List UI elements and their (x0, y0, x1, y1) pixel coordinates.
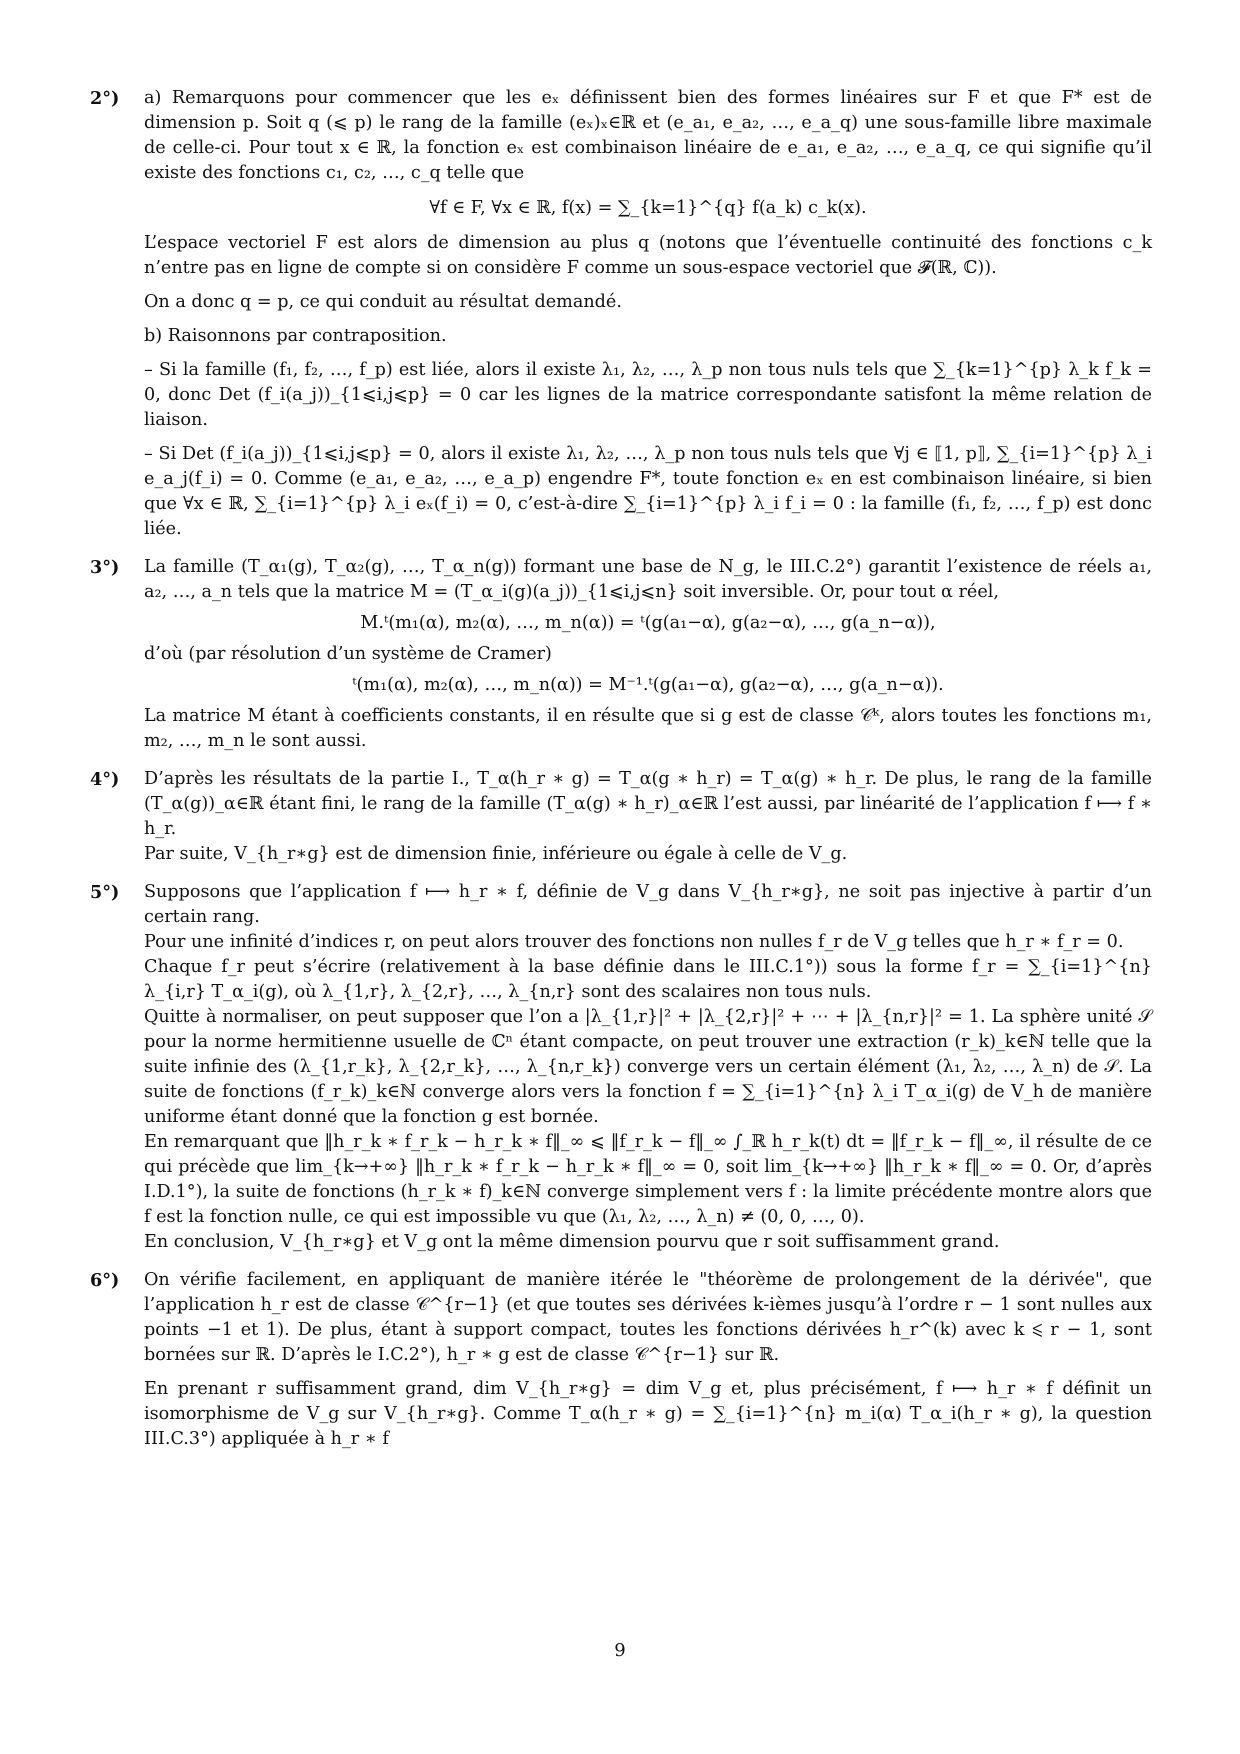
paragraph: On a donc q = p, ce qui conduit au résultat demandé. (144, 292, 622, 312)
display-equation: ∀f ∈ F, ∀x ∈ ℝ, f(x) = ∑_{k=1}^{q} f(a_k) c_k(x). (429, 198, 867, 218)
paragraph: D’après les résultats de la partie I., T_α(h_r ∗ g) = T_α(g ∗ h_r) = T_α(g) ∗ h_r. De plus, le rang de la famille (T_α(g))_α∈ℝ étant fini, le rang de la famille (T_α(g) ∗ h_r)_α∈ℝ l’est aussi, par linéarité de l’application f ⟼ f ∗ h_r. (144, 769, 1152, 839)
paragraph: En conclusion, V_{h_r∗g} et V_g ont la même dimension pourvu que r soit suffisamment grand. (144, 1232, 1000, 1252)
paragraph: a) Remarquons pour commencer que les eₓ définissent bien des formes linéaires sur F et que F* est de dimension p. Soit q (⩽ p) le rang de la famille (eₓ)ₓ∈ℝ et (e_a₁, e_a₂, …, e_a_q) une sous-famille libre maximale de celle-ci. Pour tout x ∈ ℝ, la fonction eₓ est combinaison linéaire de e_a₁, e_a₂, …, e_a_q, ce qui signifie qu’il existe des fonctions c₁, c₂, …, c_q telle que (144, 88, 1152, 183)
paragraph: L’espace vectoriel F est alors de dimension au plus q (notons que l’éventuelle continuité des fonctions c_k n’entre pas en ligne de compte si on considère F comme un sous-espace vectoriel que 𝓕(ℝ, ℂ)). (144, 233, 1152, 278)
paragraph: Supposons que l’application f ⟼ h_r ∗ f, définie de V_g dans V_{h_r∗g}, ne soit pas injective à partir d’un certain rang. (144, 882, 1152, 927)
question-number: 2°) (90, 88, 120, 109)
page-body (90, 86, 1152, 1465)
paragraph: Par suite, V_{h_r∗g} est de dimension finie, inférieure ou égale à celle de V_g. (144, 844, 848, 864)
paragraph: Chaque f_r peut s’écrire (relativement à la base définie dans le III.C.1°)) sous la forme f_r = ∑_{i=1}^{n} λ_{i,r} T_α_i(g), où λ_{1,r}, λ_{2,r}, …, λ_{n,r} sont des scalaires non tous nuls. (144, 957, 1152, 1002)
paragraph: b) Raisonnons par contraposition. (144, 326, 447, 346)
display-equation: M.ᵗ(m₁(α), m₂(α), …, m_n(α)) = ᵗ(g(a₁−α), g(a₂−α), …, g(a_n−α)), (360, 613, 936, 633)
display-equation: ᵗ(m₁(α), m₂(α), …, m_n(α)) = M⁻¹.ᵗ(g(a₁−α), g(a₂−α), …, g(a_n−α)). (352, 675, 944, 695)
question-5 (90, 880, 1152, 1255)
question-4 (90, 767, 1152, 867)
paragraph: Quitte à normaliser, on peut supposer que l’on a |λ_{1,r}|² + |λ_{2,r}|² + ⋯ + |λ_{n,r}|² = 1. La sphère unité 𝒮 pour la norme hermitienne usuelle de ℂⁿ étant compacte, on peut trouver une extraction (r_k)_k∈ℕ telle que la suite infinie des (λ_{1,r_k}, λ_{2,r_k}, …, λ_{n,r_k}) converge vers un certain élément (λ₁, λ₂, …, λ_n) de 𝒮. La suite de fonctions (f_r_k)_k∈ℕ converge alors vers la fonction f = ∑_{i=1}^{n} λ_i T_α_i(g) de V_h de manière uniforme étant donné que la fonction g est bornée. (144, 1007, 1152, 1127)
question-number: 3°) (90, 557, 120, 578)
paragraph: – Si Det (f_i(a_j))_{1⩽i,j⩽p} = 0, alors il existe λ₁, λ₂, …, λ_p non tous nuls tels que ∀j ∈ ⟦1, p⟧, ∑_{i=1}^{p} λ_i e_a_j(f_i) = 0. Comme (e_a₁, e_a₂, …, e_a_p) engendre F*, toute fonction eₓ en est combinaison linéaire, si bien que ∀x ∈ ℝ, ∑_{i=1}^{p} λ_i eₓ(f_i) = 0, c’est-à-dire ∑_{i=1}^{p} λ_i f_i = 0 : la famille (f₁, f₂, …, f_p) est donc liée. (144, 444, 1152, 539)
question-number: 4°) (90, 769, 120, 790)
question-number: 5°) (90, 882, 120, 903)
paragraph: La famille (T_α₁(g), T_α₂(g), …, T_α_n(g)) formant une base de N_g, le III.C.2°) garantit l’existence de réels a₁, a₂, …, a_n tels que la matrice M = (T_α_i(g)(a_j))_{1⩽i,j⩽n} soit inversible. Or, pour tout α réel, (144, 557, 1152, 602)
question-6 (90, 1268, 1152, 1452)
page-number: 9 (614, 1640, 626, 1661)
question-3 (90, 555, 1152, 754)
paragraph: En remarquant que ‖h_r_k ∗ f_r_k − h_r_k ∗ f‖_∞ ⩽ ‖f_r_k − f‖_∞ ∫_ℝ h_r_k(t) dt = ‖f_r_k − f‖_∞, il résulte de ce qui précède que lim_{k→+∞} ‖h_r_k ∗ f_r_k − h_r_k ∗ f‖_∞ = 0, soit lim_{k→+∞} ‖h_r_k ∗ f‖_∞ = 0. Or, d’après I.D.1°), la suite de fonctions (h_r_k ∗ f)_k∈ℕ converge simplement vers f : la limite précédente montre alors que f est la fonction nulle, ce qui est impossible vu que (λ₁, λ₂, …, λ_n) ≠ (0, 0, …, 0). (144, 1132, 1152, 1227)
question-number: 6°) (90, 1270, 120, 1291)
paragraph: On vérifie facilement, en appliquant de manière itérée le "théorème de prolongement de la dérivée", que l’application h_r est de classe 𝒞^{r−1} (et que toutes ses dérivées k-ièmes jusqu’à l’ordre r − 1 sont nulles aux points −1 et 1). De plus, étant à support compact, toutes les fonctions dérivées h_r^(k) avec k ⩽ r − 1, sont bornées sur ℝ. D’après le I.C.2°), h_r ∗ g est de classe 𝒞^{r−1} sur ℝ. (144, 1270, 1152, 1365)
question-2 (90, 86, 1152, 542)
paragraph: d’où (par résolution d’un système de Cramer) (144, 644, 552, 664)
paragraph: La matrice M étant à coefficients constants, il en résulte que si g est de classe 𝒞ᵏ, alors toutes les fonctions m₁, m₂, …, m_n le sont aussi. (144, 706, 1152, 751)
paragraph: – Si la famille (f₁, f₂, …, f_p) est liée, alors il existe λ₁, λ₂, …, λ_p non tous nuls tels que ∑_{k=1}^{p} λ_k f_k = 0, donc Det (f_i(a_j))_{1⩽i,j⩽p} = 0 car les lignes de la matrice correspondante satisfont la même relation de liaison. (144, 360, 1152, 430)
paragraph: Pour une infinité d’indices r, on peut alors trouver des fonctions non nulles f_r de V_g telles que h_r ∗ f_r = 0. (144, 932, 1124, 952)
paragraph: En prenant r suffisamment grand, dim V_{h_r∗g} = dim V_g et, plus précisément, f ⟼ h_r ∗ f définit un isomorphisme de V_g sur V_{h_r∗g}. Comme T_α(h_r ∗ g) = ∑_{i=1}^{n} m_i(α) T_α_i(h_r ∗ g), la question III.C.3°) appliquée à h_r ∗ f (144, 1379, 1152, 1449)
